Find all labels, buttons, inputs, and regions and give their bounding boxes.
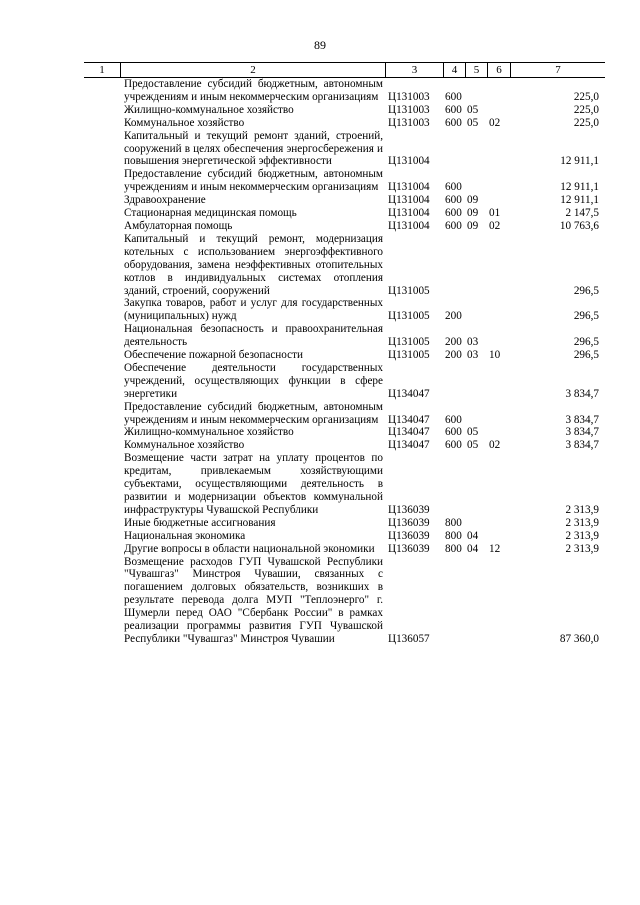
row-section: 05	[467, 426, 479, 439]
table-row	[84, 78, 605, 104]
row-expense-type: 800	[445, 516, 462, 529]
row-expense-type: 600	[445, 103, 462, 116]
row-code: Ц131003	[388, 116, 430, 129]
row-name: Другие вопросы в области национальной экономики	[124, 542, 375, 555]
row-name: Возмещение части затрат на уплату процентов по кредитам, привлекаемым хозяйствующими субъектами, осуществляющими деятельность в развитии и модернизации объектов коммунальной инфраструктуры Чувашской Республики	[124, 452, 383, 516]
header-col-7: 7	[510, 63, 605, 77]
row-expense-type: 600	[445, 426, 462, 439]
row-amount: 225,0	[573, 103, 599, 116]
row-amount: 3 834,7	[565, 439, 599, 452]
row-amount: 12 911,1	[560, 181, 599, 194]
row-expense-type: 600	[445, 413, 462, 426]
row-code: Ц131004	[388, 219, 430, 232]
row-code: Ц134047	[388, 387, 430, 400]
row-section: 09	[467, 207, 479, 220]
row-code: Ц131005	[388, 349, 430, 362]
row-name: Закупка товаров, работ и услуг для государственных (муниципальных) нужд	[124, 297, 383, 323]
row-amount: 296,5	[573, 349, 599, 362]
row-amount: 2 313,9	[565, 542, 599, 555]
row-code: Ц131004	[388, 207, 430, 220]
row-amount: 296,5	[573, 310, 599, 323]
row-name: Здравоохранение	[124, 194, 206, 207]
row-subsection: 01	[489, 207, 501, 220]
row-amount: 87 360,0	[559, 632, 599, 645]
table-row	[84, 349, 605, 362]
row-subsection: 02	[489, 219, 501, 232]
row-name: Жилищно-коммунальное хозяйство	[124, 103, 294, 116]
row-expense-type: 800	[445, 529, 462, 542]
row-amount: 3 834,7	[565, 413, 599, 426]
row-name: Амбулаторная помощь	[124, 219, 233, 232]
header-col-5: 5	[465, 63, 487, 77]
row-section: 04	[467, 542, 479, 555]
table-row	[84, 168, 605, 194]
row-expense-type: 800	[445, 542, 462, 555]
row-code: Ц136039	[388, 516, 430, 529]
row-name: Коммунальное хозяйство	[124, 439, 245, 452]
table-row	[84, 104, 605, 117]
row-expense-type: 600	[445, 439, 462, 452]
header-col-3: 3	[385, 63, 443, 77]
header-col-2: 2	[120, 63, 385, 77]
table-row	[84, 439, 605, 452]
table-row	[84, 401, 605, 427]
row-expense-type: 600	[445, 90, 462, 103]
row-code: Ц134047	[388, 413, 430, 426]
row-name: Предоставление субсидий бюджетным, автономным учреждениям и иным некоммерческим организациям	[124, 168, 383, 194]
row-amount: 2 313,9	[565, 503, 599, 516]
row-section: 05	[467, 103, 479, 116]
row-code: Ц131005	[388, 284, 430, 297]
row-amount: 296,5	[573, 284, 599, 297]
table-row	[84, 556, 605, 646]
table-row	[84, 543, 605, 556]
row-expense-type: 200	[445, 336, 462, 349]
row-name: Коммунальное хозяйство	[124, 116, 245, 129]
row-amount: 12 911,1	[560, 155, 599, 168]
row-subsection: 12	[489, 542, 501, 555]
row-expense-type: 600	[445, 194, 462, 207]
row-code: Ц131005	[388, 310, 430, 323]
table-row	[84, 323, 605, 349]
row-code: Ц131005	[388, 336, 430, 349]
row-subsection: 02	[489, 116, 501, 129]
row-name: Жилищно-коммунальное хозяйство	[124, 426, 294, 439]
row-expense-type: 600	[445, 207, 462, 220]
table-row	[84, 362, 605, 401]
header-col-4: 4	[443, 63, 465, 77]
table-row	[84, 117, 605, 130]
row-name: Предоставление субсидий бюджетным, автономным учреждениям и иным некоммерческим организациям	[124, 78, 383, 103]
row-name: Стационарная медицинская помощь	[124, 207, 297, 220]
row-section: 03	[467, 349, 479, 362]
row-expense-type: 200	[445, 310, 462, 323]
table-row	[84, 517, 605, 530]
page-number: 89	[314, 38, 326, 52]
row-code: Ц131004	[388, 155, 430, 168]
row-name: Возмещение расходов ГУП Чувашской Республики "Чувашгаз" Минстроя Чувашии, связанных с погашением долговых обязательств, возникших в результате перевода долга МУП "Теплоэнерго" г. Шумерли перед ОАО "Сбербанк России" в рамках реализации программы развития ГУП Чувашской Республики "Чувашгаз" Минстроя Чувашии	[124, 555, 383, 645]
row-name: Национальная экономика	[124, 529, 246, 542]
row-code: Ц136057	[388, 632, 430, 645]
row-amount: 2 313,9	[565, 529, 599, 542]
row-subsection: 02	[489, 439, 501, 452]
table-body	[84, 78, 605, 646]
row-expense-type: 200	[445, 349, 462, 362]
row-amount: 3 834,7	[565, 387, 599, 400]
budget-table	[84, 62, 605, 646]
row-amount: 3 834,7	[565, 426, 599, 439]
table-row	[84, 297, 605, 323]
row-code: Ц134047	[388, 426, 430, 439]
table-row	[84, 194, 605, 207]
table-header-row	[84, 62, 605, 78]
row-name: Капитальный и текущий ремонт, модернизация котельных с использованием энергоэффективного оборудования, замена неэффективных отопительных котлов в индивидуальных системах отопления зданий, строений, сооружений	[124, 232, 383, 297]
row-code: Ц136039	[388, 529, 430, 542]
table-row	[84, 426, 605, 439]
table-row	[84, 130, 605, 169]
row-name: Национальная безопасность и правоохранительная деятельность	[124, 323, 383, 349]
row-code: Ц131004	[388, 181, 430, 194]
table-row	[84, 220, 605, 233]
row-amount: 12 911,1	[560, 194, 599, 207]
row-code: Ц131003	[388, 103, 430, 116]
table-row	[84, 207, 605, 220]
row-expense-type: 600	[445, 219, 462, 232]
row-amount: 225,0	[573, 90, 599, 103]
row-amount: 225,0	[573, 116, 599, 129]
table-row	[84, 233, 605, 298]
header-col-1: 1	[99, 64, 105, 76]
row-name: Обеспечение деятельности государственных учреждений, осуществляющих функции в сфере энергетики	[124, 361, 383, 400]
row-section: 09	[467, 219, 479, 232]
row-amount: 296,5	[573, 336, 599, 349]
row-name: Обеспечение пожарной безопасности	[124, 349, 304, 362]
row-code: Ц136039	[388, 503, 430, 516]
row-name: Предоставление субсидий бюджетным, автономным учреждениям и иным некоммерческим организациям	[124, 400, 383, 426]
header-col-6: 6	[487, 63, 510, 77]
row-amount: 2 147,5	[565, 207, 599, 220]
row-code: Ц131003	[388, 90, 430, 103]
row-section: 04	[467, 529, 479, 542]
row-section: 09	[467, 194, 479, 207]
row-name: Капитальный и текущий ремонт зданий, строений, сооружений в целях обеспечения энергосбережения и повышения энергетической эффективности	[124, 129, 383, 168]
row-expense-type: 600	[445, 116, 462, 129]
row-expense-type: 600	[445, 181, 462, 194]
row-section: 05	[467, 116, 479, 129]
row-subsection: 10	[489, 349, 501, 362]
row-amount: 2 313,9	[565, 516, 599, 529]
row-code: Ц134047	[388, 439, 430, 452]
row-section: 03	[467, 336, 479, 349]
row-code: Ц136039	[388, 542, 430, 555]
row-amount: 10 763,6	[559, 219, 599, 232]
row-code: Ц131004	[388, 194, 430, 207]
table-row	[84, 530, 605, 543]
row-name: Иные бюджетные ассигнования	[124, 516, 276, 529]
table-row	[84, 452, 605, 517]
row-section: 05	[467, 439, 479, 452]
